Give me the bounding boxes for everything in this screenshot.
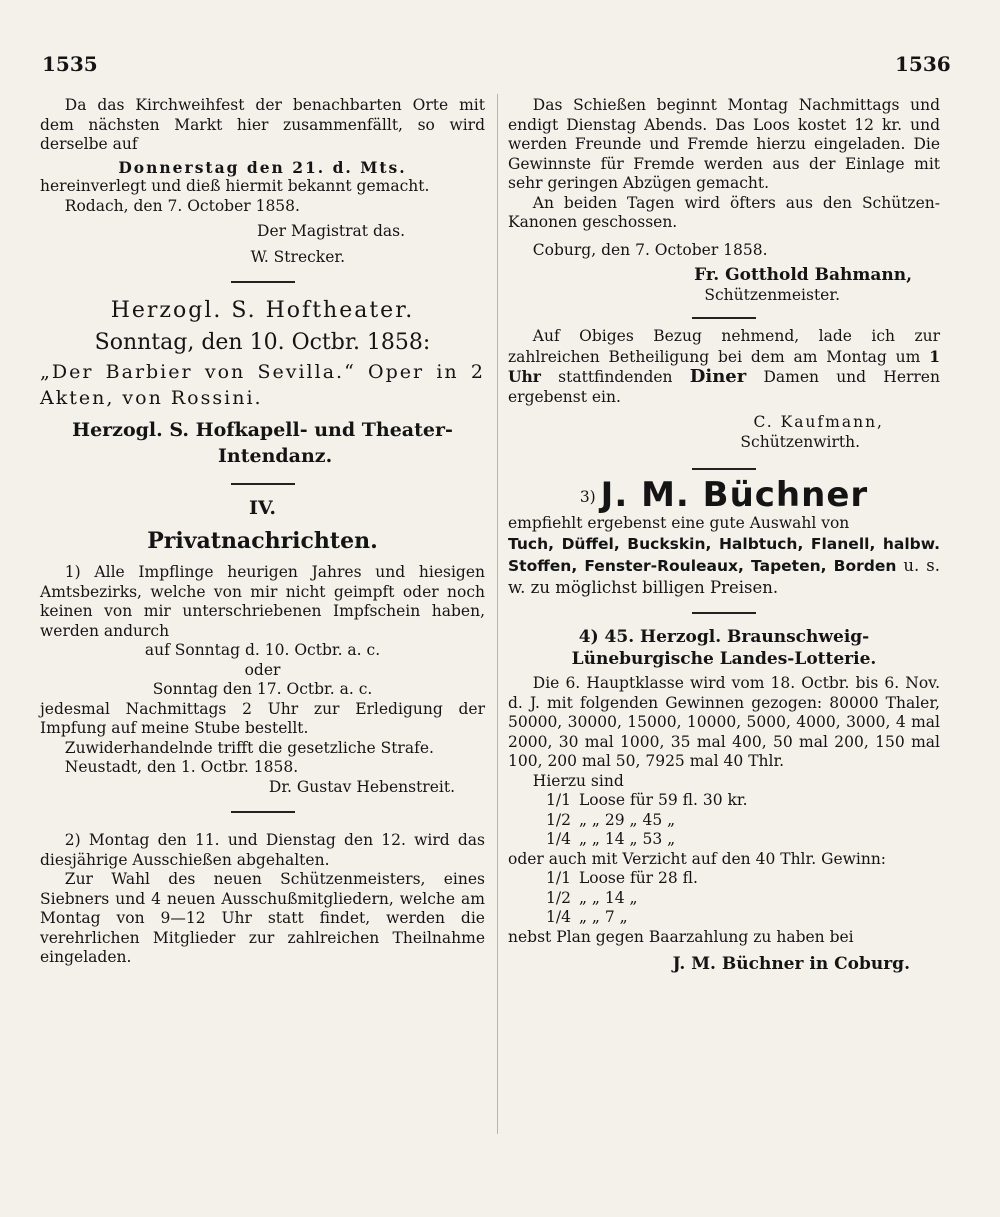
theater-signature: Herzogl. S. Hofkapell- und Theater- <box>72 419 453 441</box>
notice-diner <box>508 327 940 452</box>
signature-title: Schützenwirth. <box>740 432 860 451</box>
price-table <box>542 791 752 850</box>
fraction: 1/4 <box>546 830 571 848</box>
notice-paragraph: 2) Montag den 11. und Dienstag den 12. wird das diesjährige Ausschießen abgehalten. <box>40 831 485 869</box>
notice-ausschiessen <box>40 831 485 968</box>
notice-buechner <box>508 475 940 598</box>
signature: W. Strecker. <box>250 247 345 266</box>
section-number: IV. <box>249 497 276 519</box>
goods-list: Tuch, Düffel, Buckskin, Halbtuch, Flanell, halbw. Stoffen, Fenster-Rouleaux, Tapeten, Borden <box>508 535 940 575</box>
notice-or: oder <box>244 660 281 679</box>
theater-play: „Der Barbier von Sevilla.“ Oper in 2 Akten, von Rossini. <box>40 361 485 409</box>
page-number-left: 1535 <box>42 52 98 76</box>
notice-paragraph: Da das Kirchweihfest der benachbarten Orte mit dem nächsten Markt hier zusammenfällt, so wird derselbe auf <box>40 96 485 153</box>
notice-paragraph: hereinverlegt und dieß hiermit bekannt gemacht. <box>40 177 430 195</box>
price-row <box>542 869 702 889</box>
signature-title: Schützenmeister. <box>704 285 840 304</box>
divider <box>692 468 756 470</box>
notice-paragraph: Zur Wahl des neuen Schützenmeisters, eines Siebners und 4 neuen Ausschußmitgliedern, welche am Montag von 9—12 Uhr statt findet, werden die verehrlichen Mitglieder zur zahlreichen Theilnahme eingeladen. <box>40 870 485 966</box>
notice-date: auf Sonntag d. 10. Octbr. a. c. <box>144 641 381 659</box>
lotterie-heading: 4) 45. Herzogl. Braunschweig-Lüneburgische Landes-Lotterie. <box>571 627 877 669</box>
notice-schiessen-cont <box>508 96 940 305</box>
price-row <box>542 811 752 831</box>
notice-number: 3) <box>579 488 596 506</box>
notice-text: Auf Obiges Bezug nehmend, lade ich zur zahlreichen Betheiligung bei dem am Montag um <box>508 327 940 366</box>
price-row <box>542 791 752 811</box>
section-title: Privatnachrichten. <box>147 528 378 554</box>
lotterie-tail: nebst Plan gegen Baarzahlung zu haben bei <box>508 927 854 946</box>
price-text: „ „ 14 „ <box>578 888 638 907</box>
price-row <box>542 830 752 850</box>
price-text: Loose für 28 fl. <box>578 869 698 887</box>
notice-diner-word: Diner <box>689 366 747 387</box>
merchant-name: J. M. Büchner <box>600 475 869 515</box>
divider <box>231 811 295 813</box>
notice-text: u. s. w. zu möglichst billigen Preisen. <box>508 556 940 597</box>
price-text: „ „ 29 „ 45 „ <box>578 810 676 829</box>
place-date: Coburg, den 7. October 1858. <box>532 240 768 259</box>
divider <box>692 612 756 614</box>
signature: C. Kaufmann, <box>753 413 884 431</box>
fraction: 1/2 <box>546 888 571 907</box>
divider <box>231 281 295 283</box>
divider <box>231 483 295 485</box>
signature: Dr. Gustav Hebenstreit. <box>268 777 455 796</box>
theater-signature: Intendanz. <box>218 445 333 467</box>
price-table <box>542 869 702 928</box>
price-text: „ „ 14 „ 53 „ <box>578 830 676 848</box>
fraction: 1/2 <box>546 810 571 829</box>
notice-time: 1 Uhr <box>508 346 940 386</box>
lotterie-prizes: Die 6. Hauptklasse wird vom 18. Octbr. bis 6. Nov. d. J. mit folgenden Gewinnen gezogen: 80000 Thaler, 50000, 30000, 15000, 10000, 5000, 4000, 3000, 4 mal 2000, 30 mal 1000, 35 mal 400, 50 mal 200, 150 mal 100, 200 mal 50, 7925 mal 40 Thlr. <box>508 674 940 770</box>
notice-text: empfiehlt ergebenst eine gute Auswahl von <box>508 513 850 532</box>
notice-text: Damen und Herren ergebenst ein. <box>508 368 940 406</box>
fraction: 1/1 <box>546 869 571 887</box>
divider <box>692 317 756 319</box>
price-text: Loose für 59 fl. 30 kr. <box>578 791 748 809</box>
notice-theater <box>40 297 485 469</box>
fraction: 1/4 <box>546 908 571 926</box>
signature: Fr. Gotthold Bahmann, <box>694 265 912 285</box>
place-date: Neustadt, den 1. Octbr. 1858. <box>64 758 299 776</box>
notice-impfung <box>40 563 485 797</box>
theater-heading: Herzogl. S. Hoftheater. <box>110 298 415 323</box>
price-row <box>542 889 702 909</box>
place-date: Rodach, den 7. October 1858. <box>64 196 300 215</box>
notice-text: stattfindenden <box>558 368 673 386</box>
notice-date: Sonntag den 17. Octbr. a. c. <box>152 680 373 698</box>
notice-paragraph: Zuwiderhandelnde trifft die gesetzliche Strafe. <box>64 738 434 757</box>
notice-paragraph: 1) Alle Impflinge heurigen Jahres und hiesigen Amtsbezirks, welche von mir nicht geimpft oder noch keinen von mir unterschriebenen Impfschein haben, werden andurch <box>40 563 485 640</box>
notice-kirchweih <box>40 96 485 267</box>
signature: J. M. Büchner in Coburg. <box>672 954 910 974</box>
lotterie-lead: Hierzu sind <box>532 771 624 790</box>
notice-paragraph: Das Schießen beginnt Montag Nachmittags und endigt Dienstag Abends. Das Loos kostet 12 kr. und werden Freunde und Fremde hierzu eingeladen. Die Gewinnste für Fremde werden aus der Einlage mit sehr geringen Abzügen gemacht. <box>508 96 940 192</box>
notice-date: Donnerstag den 21. d. Mts. <box>118 157 407 177</box>
left-column <box>40 96 485 968</box>
theater-date: Sonntag, den 10. Octbr. 1858: <box>94 330 431 355</box>
authority: Der Magistrat das. <box>257 222 405 240</box>
page-number-right: 1536 <box>895 52 951 76</box>
column-separator <box>497 94 498 1134</box>
price-row <box>542 908 702 928</box>
notice-paragraph: jedesmal Nachmittags 2 Uhr zur Erledigung der Impfung auf meine Stube bestellt. <box>40 699 485 737</box>
right-column <box>508 96 940 975</box>
notice-paragraph: An beiden Tagen wird öfters aus den Schützen-Kanonen geschossen. <box>508 193 940 231</box>
price-text: „ „ 7 „ <box>578 908 628 926</box>
notice-lotterie <box>508 626 940 975</box>
fraction: 1/1 <box>546 791 571 809</box>
lotterie-alt: oder auch mit Verzicht auf den 40 Thlr. Gewinn: <box>508 849 887 868</box>
